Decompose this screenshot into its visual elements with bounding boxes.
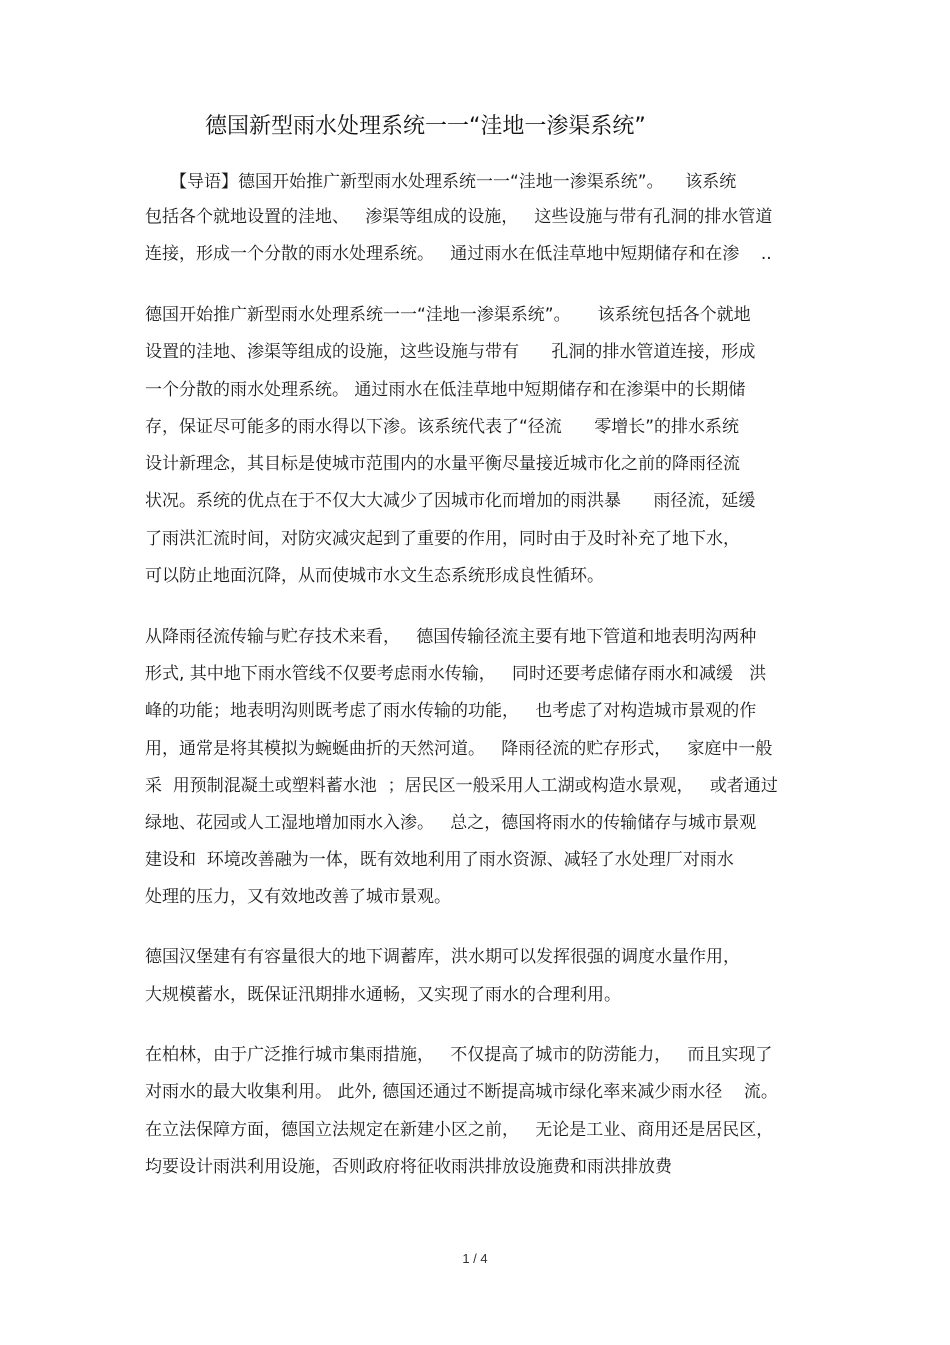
- paragraph-line: 德国开始推广新型雨水处理系统一一“洼地一渗渠系统”。 该系统包括各个就地: [145, 305, 751, 325]
- paragraph-line: 采 用预制混凝土或塑料蓄水池 ；居民区一般采用人工湖或构造水景观， 或者通过: [145, 776, 778, 796]
- paragraph-line: 建设和 环境改善融为一体，既有效地利用了雨水资源、减轻了水处理厂对雨水: [145, 850, 734, 870]
- paragraph-line: 状况。系统的优点在于不仅大大减少了因城市化而增加的雨洪暴 雨径流，延缓: [145, 491, 756, 511]
- paragraph-line: 德国汉堡建有有容量很大的地下调蓄库，洪水期可以发挥很强的调度水量作用，: [145, 947, 740, 967]
- intro-line: 连接，形成一个分散的雨水处理系统。 通过雨水在低洼草地中短期储存和在渗 ..: [145, 244, 772, 264]
- paragraph-line: 处理的压力，又有效地改善了城市景观。: [145, 887, 451, 907]
- paragraph-line: 了雨洪汇流时间，对防灾减灾起到了重要的作用，同时由于及时补充了地下水，: [145, 529, 740, 549]
- document-title: 德国新型雨水处理系统一一“洼地一渗渠系统”: [205, 114, 646, 139]
- intro-line: 【导语】德国开始推广新型雨水处理系统一一“洼地一渗渠系统”。 该系统: [170, 172, 737, 192]
- paragraph-line: 一个分散的雨水处理系统。 通过雨水在低洼草地中短期储存和在渗渠中的长期储: [145, 380, 746, 400]
- page-number: 1 / 4: [462, 1251, 488, 1266]
- paragraph-line: 对雨水的最大收集利用。 此外, 德国还通过不断提高城市绿化率来减少雨水径 流。: [145, 1082, 778, 1102]
- paragraph-line: 大规模蓄水，既保证汛期排水通畅，又实现了雨水的合理利用。: [145, 985, 621, 1005]
- paragraph-line: 设置的洼地、渗渠等组成的设施，这些设施与带有 孔洞的排水管道连接，形成: [145, 342, 756, 362]
- intro-line: 包括各个就地设置的洼地、 渗渠等组成的设施， 这些设施与带有孔洞的排水管道: [145, 207, 773, 227]
- paragraph-line: 形式, 其中地下雨水管线不仅要考虑雨水传输， 同时还要考虑储存雨水和减缓 洪: [145, 664, 767, 684]
- paragraph-line: 均要设计雨洪利用设施，否则政府将征收雨洪排放设施费和雨洪排放费: [145, 1157, 672, 1177]
- paragraph-line: 峰的功能；地表明沟则既考虑了雨水传输的功能， 也考虑了对构造城市景观的作: [145, 701, 757, 721]
- paragraph-line: 设计新理念，其目标是使城市范围内的水量平衡尽量接近城市化之前的降雨径流: [145, 454, 740, 474]
- paragraph-line: 存，保证尽可能多的雨水得以下渗。该系统代表了“径流 零增长”的排水系统: [145, 417, 740, 437]
- paragraph-line: 用，通常是将其模拟为蜿蜒曲折的天然河道。 降雨径流的贮存形式， 家庭中一般: [145, 739, 773, 759]
- paragraph-line: 绿地、花园或人工湿地增加雨水入渗。 总之，德国将雨水的传输储存与城市景观: [145, 813, 757, 833]
- paragraph-line: 在立法保障方面，德国立法规定在新建小区之前， 无论是工业、商用还是居民区，: [145, 1120, 774, 1140]
- paragraph-line: 可以防止地面沉降，从而使城市水文生态系统形成良性循环。: [145, 566, 604, 586]
- paragraph-line: 在柏林，由于广泛推行城市集雨措施， 不仅提高了城市的防涝能力， 而且实现了: [145, 1045, 773, 1065]
- paragraph-line: 从降雨径流传输与贮存技术来看， 德国传输径流主要有地下管道和地表明沟两种: [145, 627, 757, 647]
